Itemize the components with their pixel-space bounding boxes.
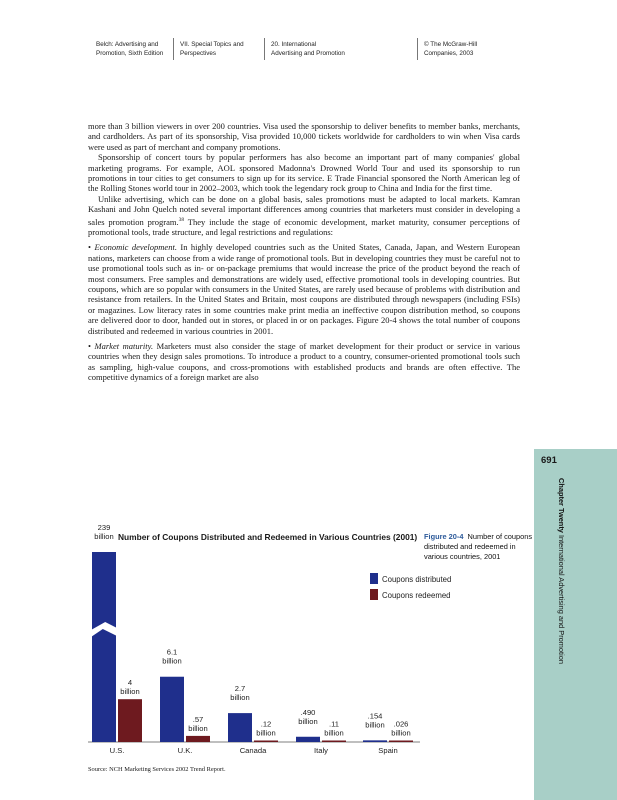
paragraph: Sponsorship of concert tours by popular performers has also become an important part of many companies' global marketing programs. For example, AOL sponsored Madonna's Drowned World Tour and used its sponsorship to run promotions in tour cities to get consumers to sign up for its service. E Trade Financial sponsored the North American leg of the Rolling Stones world tour in 2002–2003, which took the legendary rock group to China and India for the first time. bbox=[88, 152, 520, 194]
bar-distributed bbox=[363, 740, 387, 742]
legend-label: Coupons distributed bbox=[382, 575, 452, 584]
data-label-redeemed: .026 billion bbox=[391, 719, 411, 738]
bar-distributed bbox=[296, 737, 320, 742]
category-label: U.S. bbox=[109, 746, 125, 755]
bullet-term: Economic development. bbox=[94, 242, 177, 253]
category-label: Italy bbox=[314, 746, 328, 755]
category-label: U.K. bbox=[177, 746, 193, 755]
bullet-text: Marketers must also consider the stage of market development for their product or service in various countries when they design sales promotions. To introduce a product to a country, consumer-oriented promotional tools such as sampling, high-value coupons, and cross-promotions with established products and brands are often effective. The competitive dynamics of a foreign market are also bbox=[88, 340, 520, 383]
body-text bbox=[88, 121, 520, 383]
chapter-sidebar bbox=[534, 449, 617, 800]
bar-redeemed bbox=[254, 741, 278, 743]
bar-distributed bbox=[228, 713, 252, 742]
header-book-title: Belch: Advertising and Promotion, Sixth Edition bbox=[96, 41, 164, 57]
page-number: 691 bbox=[541, 455, 557, 466]
bullet-term: Market maturity. bbox=[94, 340, 154, 351]
bar-redeemed bbox=[186, 736, 210, 742]
category-label: Spain bbox=[378, 746, 398, 755]
paragraph-text: Unlike advertising, which can be done on a global basis, sales promotions must be adapted to local markets. Kamran Kashani and John Quelch noted several important differences among countries that marketers must consider in developing a sales promotion program. bbox=[88, 193, 520, 227]
bullet-item bbox=[88, 242, 520, 336]
figure-caption bbox=[424, 532, 534, 562]
paragraph: more than 3 billion viewers in over 200 countries. Visa used the sponsorship to deliver benefits to member banks, merchants, and cardholders. As part of its sponsorship, Visa provided 10,000 tickets worldwide for cardholders to win when Visa cards were used as part of merchant and company promotions. bbox=[88, 121, 520, 152]
header-copyright: © The McGraw-Hill Companies, 2003 bbox=[424, 41, 478, 57]
legend-swatch bbox=[370, 573, 378, 584]
data-label-redeemed: 4 billion bbox=[120, 678, 140, 697]
header-part: VII. Special Topics and Perspectives bbox=[180, 41, 244, 57]
data-label-distributed: .154 billion bbox=[365, 711, 385, 730]
figure-caption-text: Number of coupons distributed and redeemed in various countries, 2001 bbox=[424, 532, 533, 561]
header-divider bbox=[173, 38, 174, 60]
legend-label: Coupons redeemed bbox=[382, 591, 451, 600]
data-label-distributed: 239 billion bbox=[94, 523, 114, 541]
data-label-redeemed: .12 billion bbox=[256, 719, 276, 738]
bar-redeemed bbox=[322, 741, 346, 743]
data-label-distributed: .490 billion bbox=[298, 707, 318, 726]
data-label-redeemed: .11 billion bbox=[324, 719, 344, 738]
bar-distributed bbox=[160, 677, 184, 742]
bullet-icon: • bbox=[88, 340, 91, 351]
chart-source: Source: NCH Marketing Services 2002 Trend Report. bbox=[88, 766, 226, 773]
bullet-text: In highly developed countries such as the United States, Canada, Japan, and Western European nations, marketers can choose from a wide range of promotional tools. But in developing countries they must be careful not to use promotional tools such as in- or on-package premiums that would increase the price of the product beyond the reach of most consumers. Free samples and demonstrations are widely used, effective promotional tools in developing countries. But coupons, which are so popular with consumers in the United States, are rarely used because of problems with distribution and resistance from retailers. In the United States and Britain, most coupons are distributed through newspapers (including FSIs) or magazines. Low literacy rates in some countries make print media an ineffective coupon distribution method, so coupons are delivered door to door, handed out in stores, or placed in or on packages. Figure 20-4 shows the total number of coupons distributed and redeemed in various countries in 2001. bbox=[88, 242, 521, 336]
chapter-label: Chapter Twenty bbox=[557, 478, 566, 533]
legend-swatch bbox=[370, 589, 378, 600]
header-chapter: 20. International Advertising and Promotion bbox=[271, 41, 345, 57]
bar-redeemed bbox=[389, 741, 413, 743]
footnote-ref: 38 bbox=[178, 216, 185, 223]
bullet-icon: • bbox=[88, 242, 91, 253]
bullet-item bbox=[88, 341, 520, 383]
chart-title: Number of Coupons Distributed and Redeemed in Various Countries (2001) bbox=[118, 532, 418, 542]
bar-redeemed bbox=[118, 699, 142, 742]
paragraph bbox=[88, 194, 520, 237]
chapter-running-title bbox=[557, 478, 566, 664]
axis-break-mark bbox=[91, 622, 117, 637]
paragraph-text: They include the stage of economic development, market maturity, consumer perceptions of promotional tools, trade structure, and legal restrictions and regulations: bbox=[88, 216, 520, 237]
figure-label: Figure 20-4 bbox=[424, 532, 464, 541]
data-label-distributed: 6.1 billion bbox=[162, 647, 182, 666]
data-label-redeemed: .57 billion bbox=[188, 714, 208, 733]
chapter-title: International Advertising and Promotion bbox=[557, 534, 566, 664]
category-label: Canada bbox=[239, 746, 267, 755]
data-label-distributed: 2.7 billion bbox=[230, 684, 250, 703]
bar-distributed bbox=[92, 552, 116, 742]
header-divider bbox=[264, 38, 265, 60]
header-divider bbox=[417, 38, 418, 60]
